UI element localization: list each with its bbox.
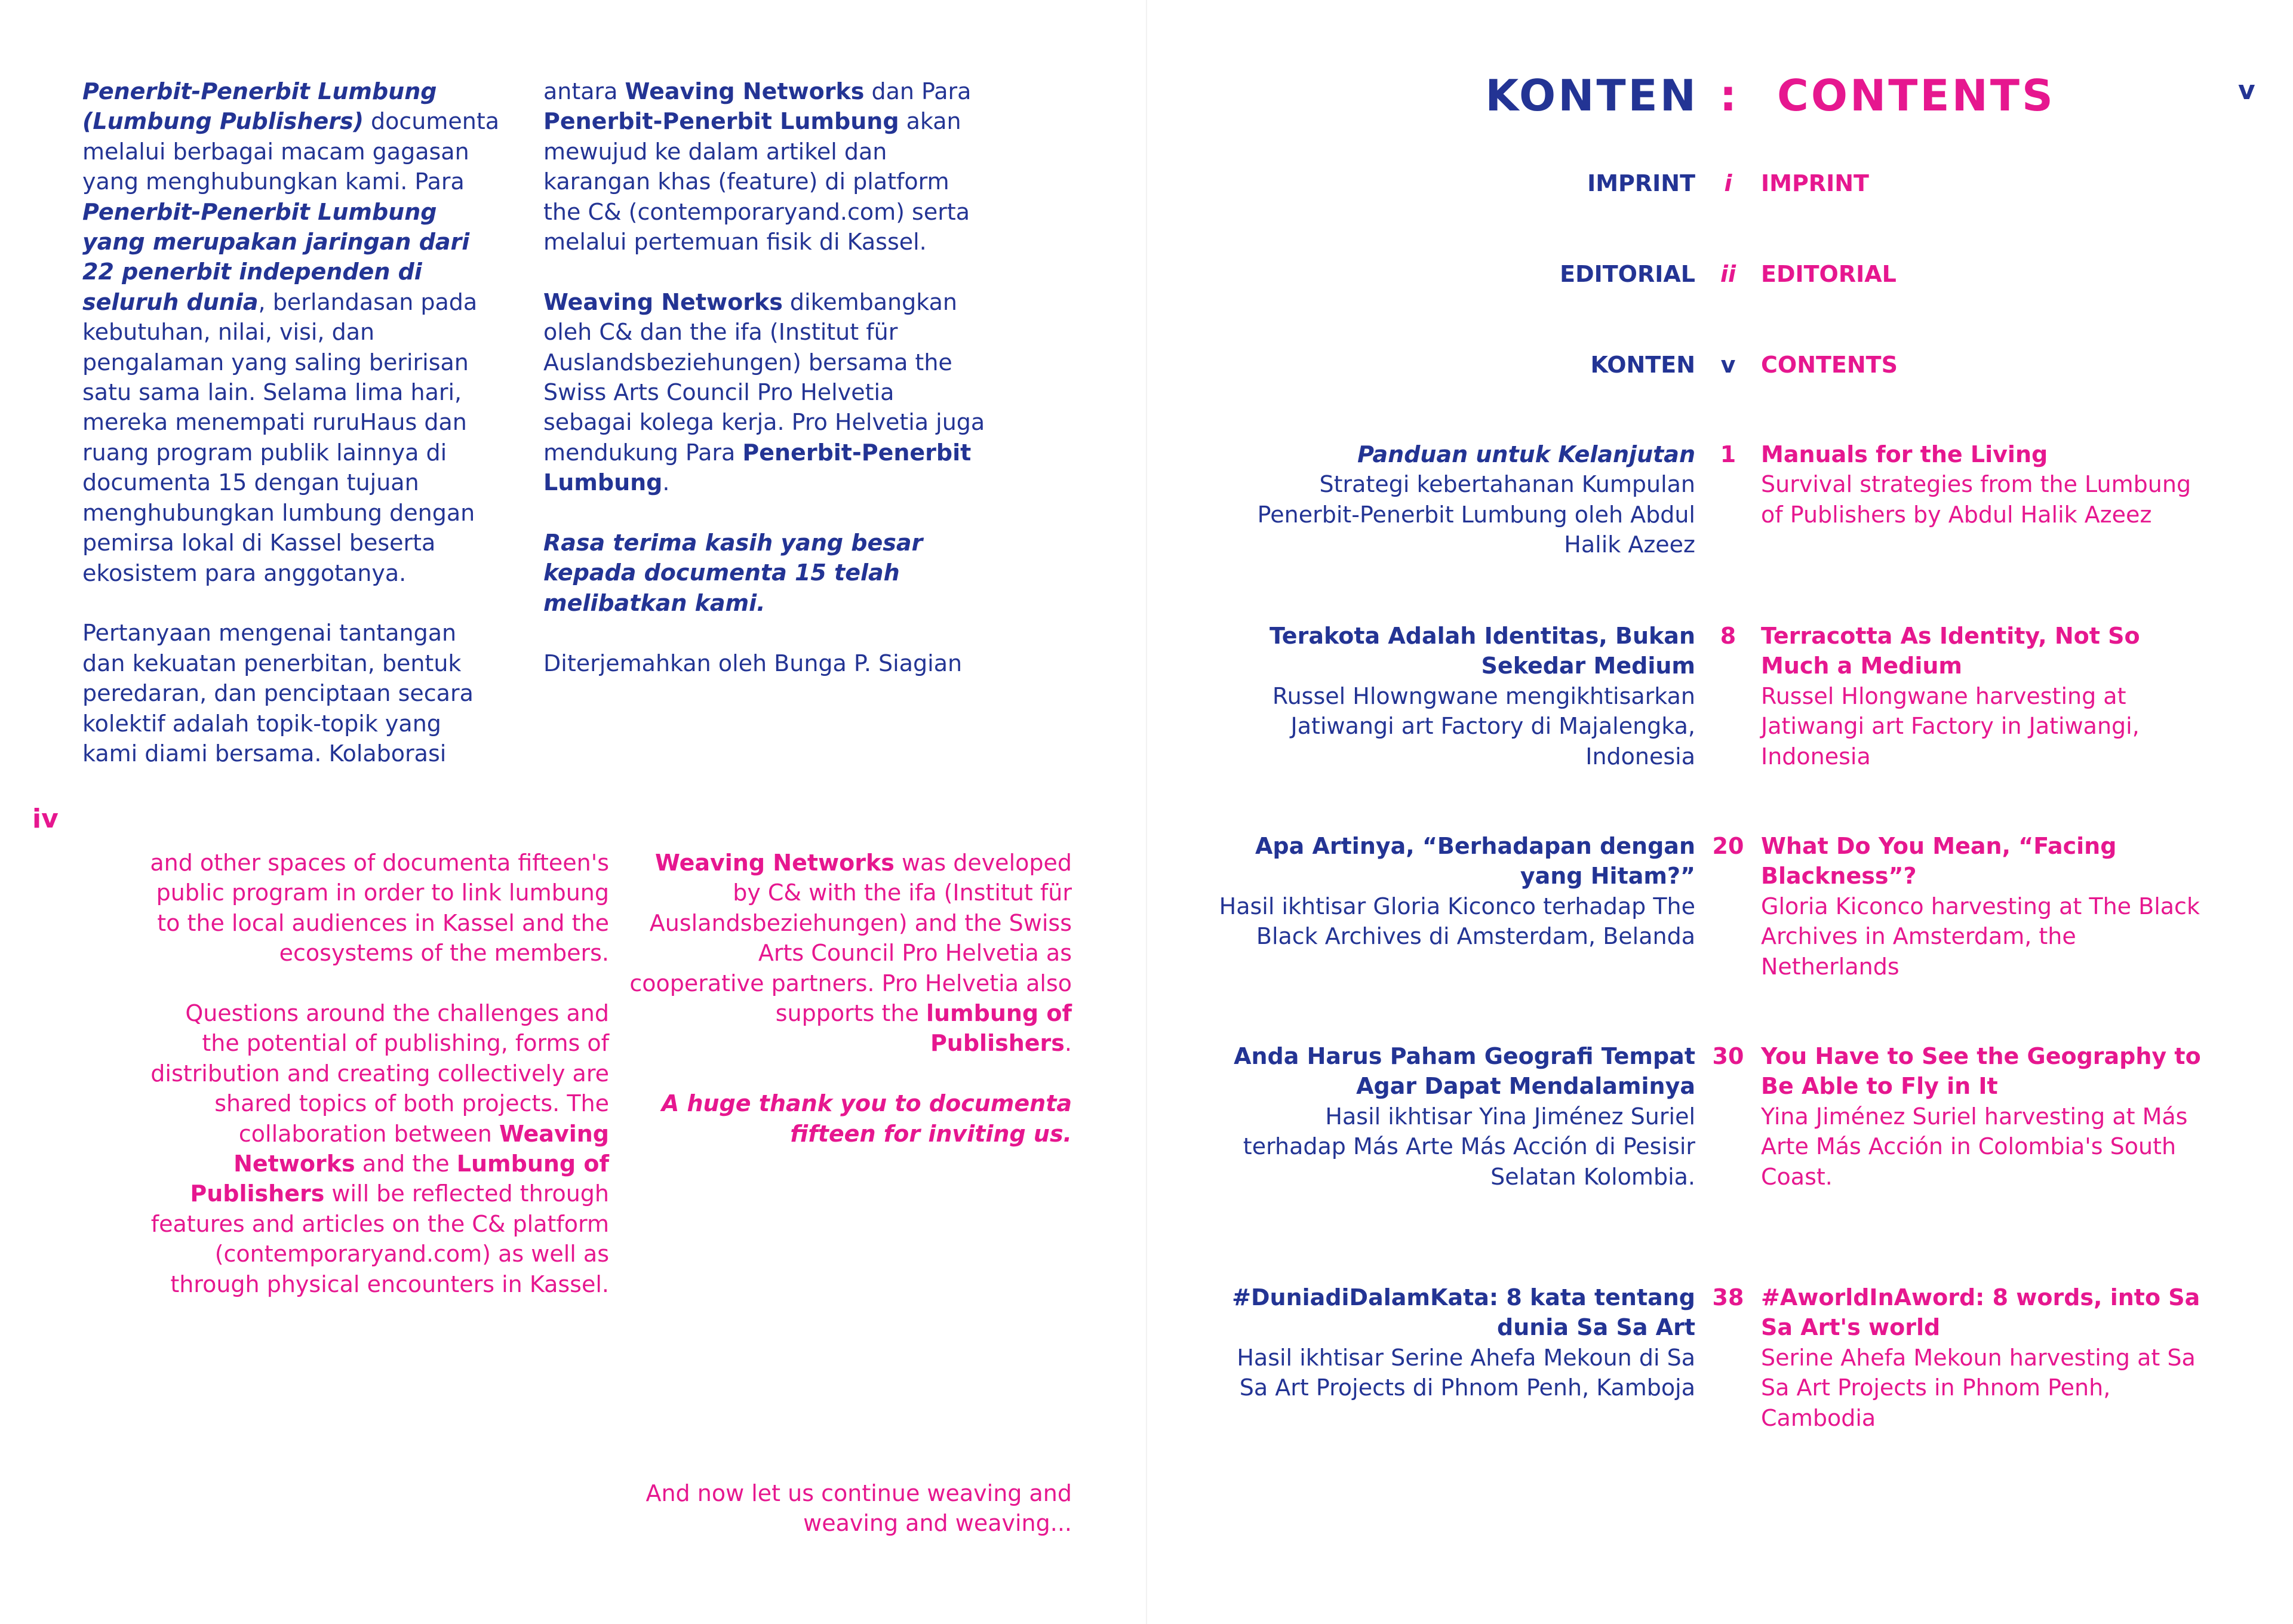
toc-desc-left: Hasil ikhtisar Serine Ahefa Mekoun di Sa Sa Art Projects di Phnom Penh, Kamboja (1237, 1344, 1695, 1401)
toc-page-number: 20 (1712, 833, 1744, 859)
toc-desc-left: Hasil ikhtisar Yina Jiménez Suriel terhadap Más Arte Más Acción di Pesisir Selatan Kolombia. (1243, 1103, 1695, 1190)
contents-title-indonesian: KONTEN (1485, 70, 1698, 121)
indonesian-text-column-1 (82, 76, 500, 799)
paragraph-text: and the (355, 1151, 457, 1177)
indonesian-paragraph-1 (82, 76, 500, 588)
indonesian-paragraph-4 (543, 287, 985, 498)
toc-title-left: #DuniadiDalamKata: 8 kata tentang dunia Sa Sa Art (1232, 1284, 1695, 1341)
paragraph-text: was developed by C& with the ifa (Institut für Auslandsbeziehungen) and the Swiss Arts Council Pro Helvetia as cooperative partners. Pro Helvetia also supports the (629, 850, 1072, 1027)
emphasis-lumbung-of-publishers: lumbung of Publishers (926, 1000, 1072, 1057)
toc-title-right: What Do You Mean, “Facing Blackness”? (1761, 833, 2117, 890)
toc-entry-right-imprint[interactable] (1761, 168, 2215, 198)
translator-credit: Diterjemahkan oleh Bunga P. Siagian (543, 650, 963, 676)
paragraph-text: dan Para (864, 78, 972, 104)
paragraph-text: documenta melalui berbagai macam gagasan yang menghubungkan kami. Para (82, 108, 500, 195)
toc-page-number: 8 (1720, 623, 1736, 649)
paragraph-text: . (662, 469, 670, 496)
toc-entry-right-contents[interactable] (1761, 350, 2215, 380)
toc-desc-right: Survival strategies from the Lumbung of Publishers by Abdul Halik Azeez (1761, 471, 2191, 528)
emphasis-lumbung-publishers: Penerbit-Penerbit Lumbung (543, 108, 899, 135)
closing-line: And now let us continue weaving and weaving and weaving... (646, 1480, 1072, 1537)
toc-title-right: EDITORIAL (1761, 261, 1897, 287)
paragraph-text: . (1064, 1030, 1072, 1057)
toc-title-right: Manuals for the Living (1761, 441, 2048, 467)
emphasis-lumbung-publishers: Penerbit-Penerbit Lumbung (Lumbung Publishers) (82, 78, 437, 135)
toc-entry-left-30[interactable] (1218, 1041, 1695, 1192)
toc-entry-right-38[interactable] (1761, 1282, 2215, 1433)
paragraph-text: Questions around the challenges and the potential of publishing, forms of distribution and creating collectively are shared topics of both projects. The collaboration between (150, 1000, 609, 1147)
toc-desc-left: Hasil ikhtisar Gloria Kiconco terhadap The Black Archives di Amsterdam, Belanda (1219, 893, 1695, 950)
toc-entry-left-8[interactable] (1218, 621, 1695, 771)
paragraph-text: will be reflected through features and articles on the C& platform (contemporaryand.com) as well as through physical encounters in Kassel. (150, 1180, 609, 1297)
emphasis-weaving-networks: Weaving Networks (233, 1120, 609, 1177)
toc-entry-right-30[interactable] (1761, 1041, 2215, 1192)
toc-entry-left-imprint[interactable] (1218, 168, 1695, 198)
emphasis-weaving-networks: Weaving Networks (543, 288, 783, 315)
paragraph-text: dikembangkan oleh C& dan the ifa (Institut für Auslandsbeziehungen) bersama the Swiss Arts Council Pro Helvetia sebagai kolega kerja. Pro Helvetia juga mendukung Para (543, 288, 985, 466)
toc-title-left: IMPRINT (1587, 170, 1695, 196)
toc-page-number: 38 (1712, 1284, 1744, 1311)
toc-title-left: EDITORIAL (1560, 261, 1695, 287)
indonesian-paragraph-3 (543, 76, 985, 257)
toc-entry-left-38[interactable] (1218, 1282, 1695, 1403)
contents-title-separator: : (1719, 70, 1739, 121)
page-number-left: iv (32, 804, 59, 834)
emphasis-weaving-networks: Weaving Networks (625, 78, 865, 104)
toc-entry-left-konten[interactable] (1218, 350, 1695, 380)
toc-title-right: CONTENTS (1761, 352, 1898, 378)
toc-entry-left-editorial[interactable] (1218, 259, 1695, 289)
emphasis-weaving-networks: Weaving Networks (655, 850, 895, 876)
english-paragraph-3 (627, 848, 1072, 1059)
emphasis-network-description: Penerbit-Penerbit Lumbung yang merupakan jaringan dari 22 penerbit independen di seluruh dunia (82, 198, 470, 315)
toc-page-number: v (1720, 352, 1736, 378)
spread-divider (1146, 0, 1147, 1624)
toc-title-left: Panduan untuk Kelanjutan (1357, 441, 1695, 467)
toc-title-right: IMPRINT (1761, 170, 1869, 196)
toc-entry-right-1[interactable] (1761, 439, 2215, 530)
toc-page-number: 30 (1712, 1043, 1744, 1069)
emphasis-lumbung-of-publishers: Lumbung of Publishers (190, 1151, 609, 1207)
indonesian-thanks: Rasa terima kasih yang besar kepada documenta 15 telah melibatkan kami. (543, 530, 923, 616)
toc-entry-right-editorial[interactable] (1761, 259, 2215, 289)
toc-title-right: #AworldInAword: 8 words, into Sa Sa Art's world (1761, 1284, 2200, 1341)
toc-page-number: ii (1720, 261, 1736, 287)
paragraph-text: , berlandasan pada kebutuhan, nilai, visi, dan pengalaman yang saling beririsan satu sama lain. Selama lima hari, mereka menempati ruruHaus dan ruang program publik lainnya di documenta 15 dengan tujuan menghubungkan lumbung dengan pemirsa lokal di Kassel beserta ekosistem para anggotanya. (82, 288, 478, 586)
page-number-right: v (2238, 75, 2255, 106)
toc-entry-right-20[interactable] (1761, 831, 2215, 982)
english-thanks: A huge thank you to documenta fifteen for inviting us. (661, 1090, 1072, 1147)
paragraph-text: akan mewujud ke dalam artikel dan karangan khas (feature) di platform the C& (contemporaryand.com) serta melalui pertemuan fisik di Kassel. (543, 108, 970, 256)
english-text-column-2 (627, 848, 1072, 1179)
toc-desc-right: Russel Hlongwane harvesting at Jatiwangi art Factory in Jatiwangi, Indonesia (1761, 682, 2140, 770)
toc-page-number: i (1724, 170, 1732, 196)
toc-entry-left-1[interactable] (1218, 439, 1695, 560)
toc-title-left: Anda Harus Paham Geografi Tempat Agar Dapat Mendalaminya (1234, 1043, 1695, 1100)
toc-desc-right: Gloria Kiconco harvesting at The Black Archives in Amsterdam, the Netherlands (1761, 893, 2200, 980)
toc-desc-left: Russel Hlowngwane mengikhtisarkan Jatiwangi art Factory di Majalengka, Indonesia (1272, 682, 1695, 770)
toc-entry-left-20[interactable] (1218, 831, 1695, 952)
toc-desc-right: Yina Jiménez Suriel harvesting at Más Arte Más Acción in Colombia's South Coast. (1761, 1103, 2188, 1190)
toc-title-left: Terakota Adalah Identitas, Bukan Sekedar Medium (1269, 623, 1695, 679)
paragraph-text: antara (543, 78, 625, 104)
emphasis-lumbung-publishers: Penerbit-Penerbit Lumbung (543, 439, 972, 496)
indonesian-paragraph-2: Pertanyaan mengenai tantangan dan kekuatan penerbitan, bentuk peredaran, dan penciptaan secara kolektif adalah topik-topik yang kami diami bersama. Kolaborasi (82, 620, 474, 767)
english-text-column-1 (149, 848, 609, 1329)
english-paragraph-1: and other spaces of documenta fifteen's public program in order to link lumbung to the local audiences in Kassel and the ecosystems of the members. (150, 850, 609, 967)
toc-entry-right-8[interactable] (1761, 621, 2215, 771)
indonesian-text-column-2 (543, 76, 985, 708)
toc-desc-right: Serine Ahefa Mekoun harvesting at Sa Sa Art Projects in Phnom Penh, Cambodia (1761, 1344, 2196, 1431)
toc-desc-left: Strategi kebertahanan Kumpulan Penerbit-Penerbit Lumbung oleh Abdul Halik Azeez (1257, 471, 1695, 558)
contents-title-english: CONTENTS (1777, 70, 2055, 121)
toc-page-number: 1 (1720, 441, 1736, 467)
toc-title-right: You Have to See the Geography to Be Able to Fly in It (1761, 1043, 2201, 1100)
toc-title-left: KONTEN (1590, 352, 1695, 378)
english-paragraph-2 (149, 998, 609, 1299)
toc-title-left: Apa Artinya, “Berhadapan dengan yang Hitam?” (1255, 833, 1695, 890)
toc-title-right: Terracotta As Identity, Not So Much a Medium (1761, 623, 2140, 679)
